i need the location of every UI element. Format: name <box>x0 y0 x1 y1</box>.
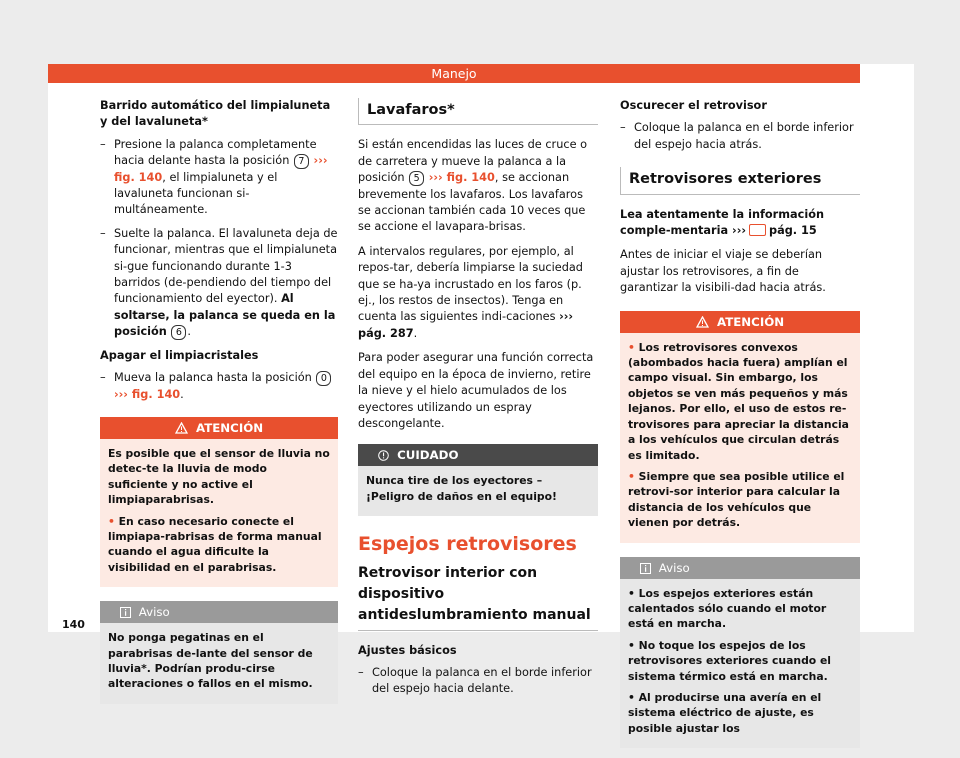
column-left <box>100 98 338 714</box>
section-title-retrovisores: Retrovisores exteriores <box>620 167 860 194</box>
warning-header: ATENCIÓN <box>620 311 860 333</box>
warning-bullet: • En caso necesario conecte el limpiapa-rabrisas de forma manual cuando el agua dificulte la visibilidad en el parabrisas. <box>108 514 322 574</box>
warning-bullet: • Siempre que sea posible utilice el retrovi-sor interior para calcular la distancia de los vehículos que vienen por detrás. <box>628 469 845 530</box>
figure-link[interactable]: ››› fig. 140 <box>428 171 495 185</box>
page-link[interactable]: pág. 15 <box>769 224 817 238</box>
paragraph: Si están encendidas las luces de cruce o de carretera y mueve la palanca a la posición 5 ››› fig. 140, se accionan brevemente los lavafaros. Los lavafaros se accionan también cada 10 veces que se accione el lavapara-brisas. <box>358 138 588 234</box>
step-item: – Presione la palanca completamente hacia delante hasta la posición 7 ››› fig. 140, el limpialuneta y el lavaluneta funcionan si-multáneamente. <box>100 137 338 219</box>
position-number: 6 <box>171 325 186 340</box>
caution-header: CUIDADO <box>358 444 598 466</box>
step-item: – Coloque la palanca en el borde inferior del espejo hacia atrás. <box>620 120 860 153</box>
figure-link[interactable]: ››› fig. 140 <box>114 154 328 184</box>
info-icon <box>120 607 131 618</box>
note-header: Aviso <box>620 557 860 579</box>
note-text: No ponga pegatinas en el parabrisas de-lante del sensor de lluvia*. Podrían produ-cirse alteraciones o fallos en el mismo. <box>108 631 313 691</box>
warning-text: Es posible que el sensor de lluvia no detec-te la lluvia de modo suficiente y no active el limpiaparabrisas. <box>108 446 330 507</box>
heading-oscurecer: Oscurecer el retrovisor <box>620 99 767 112</box>
warning-bullet: • Los retrovisores convexos (abombados hacia fuera) amplían el campo visual. Sin embargo, los objetos se ven más pequeños y más lejanos. Por ello, el uso de estos re-trovisores para apreciar la distancia a los vehículos que circulan detrás es limitado. <box>628 340 849 462</box>
book-icon <box>749 224 766 236</box>
note-bullet: • Al producirse una avería en el sistema eléctrico de ajuste, es posible ajustar los <box>628 690 822 735</box>
position-number: 0 <box>316 371 331 386</box>
page-header: Manejo <box>48 64 860 83</box>
intro-paragraph: Lea atentamente la información comple-mentaria ››› pág. 15 <box>620 207 824 238</box>
subsection-title: Retrovisor interior con dispositivo antideslumbramiento manual <box>358 563 598 631</box>
note-bullet: • Los espejos exteriores están calentados sólo cuando el motor está en marcha. <box>628 586 827 631</box>
note-bullet: • No toque los espejos de los retrovisores exteriores cuando el sistema térmico está en marcha. <box>628 638 832 683</box>
note-box <box>100 601 338 704</box>
note-header: Aviso <box>100 601 338 623</box>
step-item: – Mueva la palanca hasta la posición 0 ››› fig. 140. <box>100 370 338 403</box>
paragraph: Antes de iniciar el viaje se deberían ajustar los retrovisores, a fin de garantizar la visibili-dad hacia atrás. <box>620 248 826 295</box>
caution-icon <box>378 450 389 461</box>
page-link[interactable]: ››› pág. 287 <box>358 310 574 340</box>
chapter-title: Espejos retrovisores <box>358 533 577 556</box>
page-number: 140 <box>62 618 85 631</box>
caution-box <box>358 444 598 516</box>
position-number: 5 <box>409 171 424 186</box>
step-item: – Suelte la palanca. El lavaluneta deja de funcionar, mientras que el limpialuneta si-gue funcionando durante 1-3 barridos (de-pendiendo del tiempo del funcionamiento del eyector). Al soltarse, la palanca se queda en la posición 6 . <box>100 226 338 341</box>
heading-ajustes: Ajustes básicos <box>358 643 457 657</box>
warning-box <box>100 417 338 587</box>
figure-link[interactable]: ››› fig. 140 <box>114 387 181 401</box>
paragraph: Para poder asegurar una función correcta del equipo en la época de invierno, retire la nieve y el hielo acumulados de los eyectores utilizando un espray descongelante. <box>358 351 594 430</box>
note-box <box>620 557 860 749</box>
paragraph: A intervalos regulares, por ejemplo, al repos-tar, debería limpiarse la suciedad que se ha-ya incrustado en los faros (p. ej., los restos de insectos). Tenga en cuenta las siguientes indi-caciones ››› pág. 287. <box>358 244 583 340</box>
position-number: 7 <box>294 154 309 169</box>
warning-box <box>620 311 860 543</box>
info-icon <box>640 563 651 574</box>
warning-triangle-icon <box>175 422 188 434</box>
step-item: – Coloque la palanca en el borde inferior del espejo hacia delante. <box>358 665 598 698</box>
heading-apagar: Apagar el limpiacristales <box>100 348 259 362</box>
heading-barrido: Barrido automático del limpialuneta y del lavaluneta* <box>100 99 331 129</box>
column-right <box>620 98 860 758</box>
warning-header: ATENCIÓN <box>100 417 338 439</box>
caution-text: Nunca tire de los eyectores – ¡Peligro de daños en el equipo! <box>366 474 557 503</box>
section-title-lavafaros: Lavafaros* <box>358 98 598 125</box>
warning-triangle-icon <box>696 316 709 328</box>
column-middle <box>358 98 598 705</box>
